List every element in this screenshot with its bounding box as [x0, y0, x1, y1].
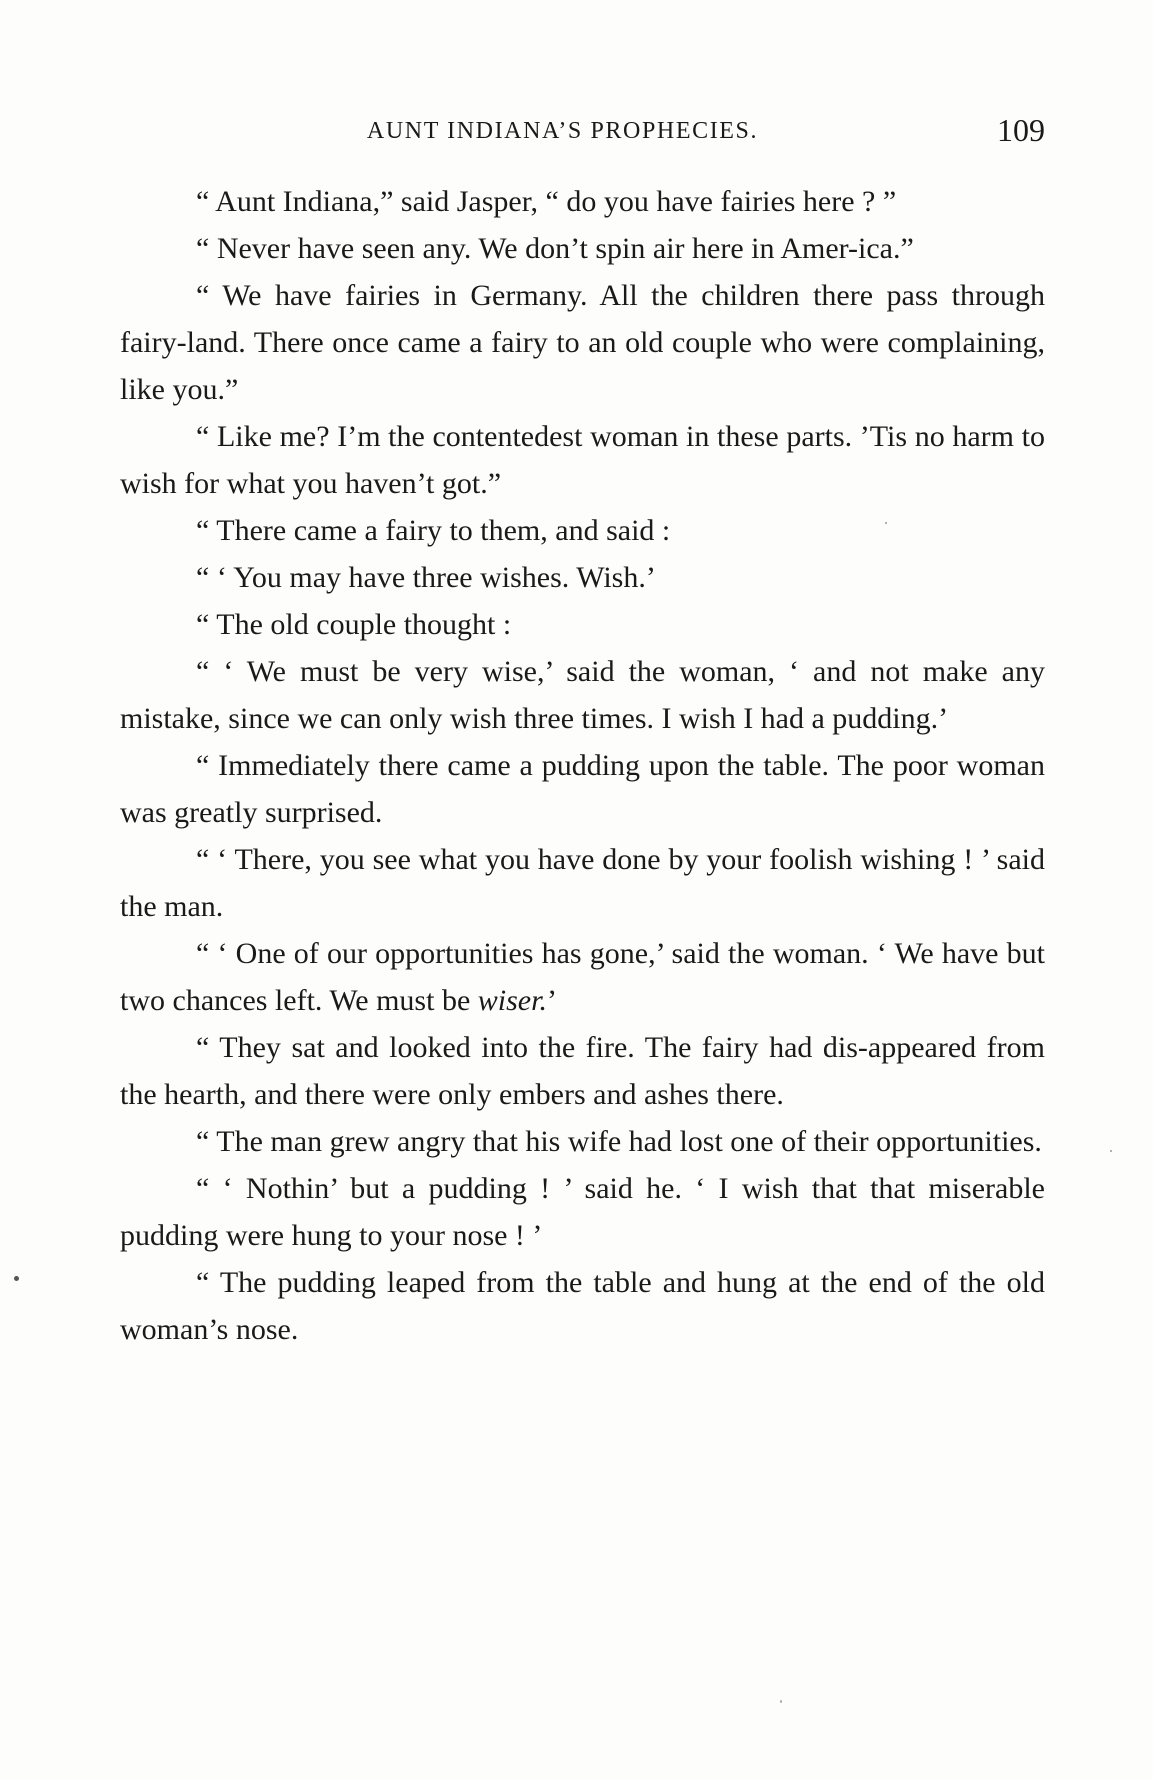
paragraph: “ ‘ There, you see what you have done by your foolish wishing ! ’ said the man.: [120, 843, 1045, 923]
ink-speck: [885, 522, 887, 524]
running-title: AUNT INDIANA’S PROPHECIES.: [366, 118, 759, 144]
paragraph: “ Like me? I’m the contentedest woman in these parts. ’Tis no harm to wish for what you haven’t got.”: [120, 420, 1045, 500]
paragraph: “ The old couple thought :: [196, 608, 512, 641]
paragraph: “ ‘ Nothin’ but a pudding ! ’ said he. ‘ I wish that that miserable pudding were hung to your nose ! ’: [120, 1172, 1045, 1252]
paragraph: “ The man grew angry that his wife had lost one of their opportunities.: [196, 1125, 1042, 1158]
paragraph: “ The pudding leaped from the table and hung at the end of the old woman’s nose.: [120, 1266, 1045, 1346]
paragraph: “ ‘ You may have three wishes. Wish.’: [196, 561, 656, 594]
paragraph: “ Aunt Indiana,” said Jasper, “ do you have fairies here ? ”: [196, 185, 897, 218]
paragraph-text: “ ‘ One of our opportunities has gone,’ said the woman. ‘ We have but two chances left. We must be: [120, 937, 1045, 1017]
emphasized-word: wiser.: [477, 984, 547, 1017]
paragraph: “ Immediately there came a pudding upon the table. The poor woman was greatly surprised.: [120, 749, 1045, 829]
paragraph: “ There came a fairy to them, and said :: [196, 514, 671, 547]
paragraph: “ We have fairies in Germany. All the children there pass through fairy-land. There once came a fairy to an old couple who were complaining, like you.”: [120, 279, 1045, 406]
page-number: 109: [997, 112, 1045, 148]
ink-speck: [14, 1276, 19, 1281]
paragraph: “ Never have seen any. We don’t spin air here in Amer-ica.”: [196, 232, 914, 265]
ink-speck: [780, 1700, 782, 1703]
paragraph: “ ‘ We must be very wise,’ said the woman, ‘ and not make any mistake, since we can only wish three times. I wish I had a pudding.’: [120, 655, 1045, 735]
paragraph-text: ’: [546, 984, 557, 1017]
running-head: [120, 112, 1045, 152]
paragraph: “ They sat and looked into the fire. The fairy had dis-appeared from the hearth, and there were only embers and ashes there.: [120, 1031, 1045, 1111]
paragraph: [120, 930, 1045, 1024]
body-text: [120, 178, 1045, 1353]
ink-speck: [1110, 1150, 1112, 1152]
